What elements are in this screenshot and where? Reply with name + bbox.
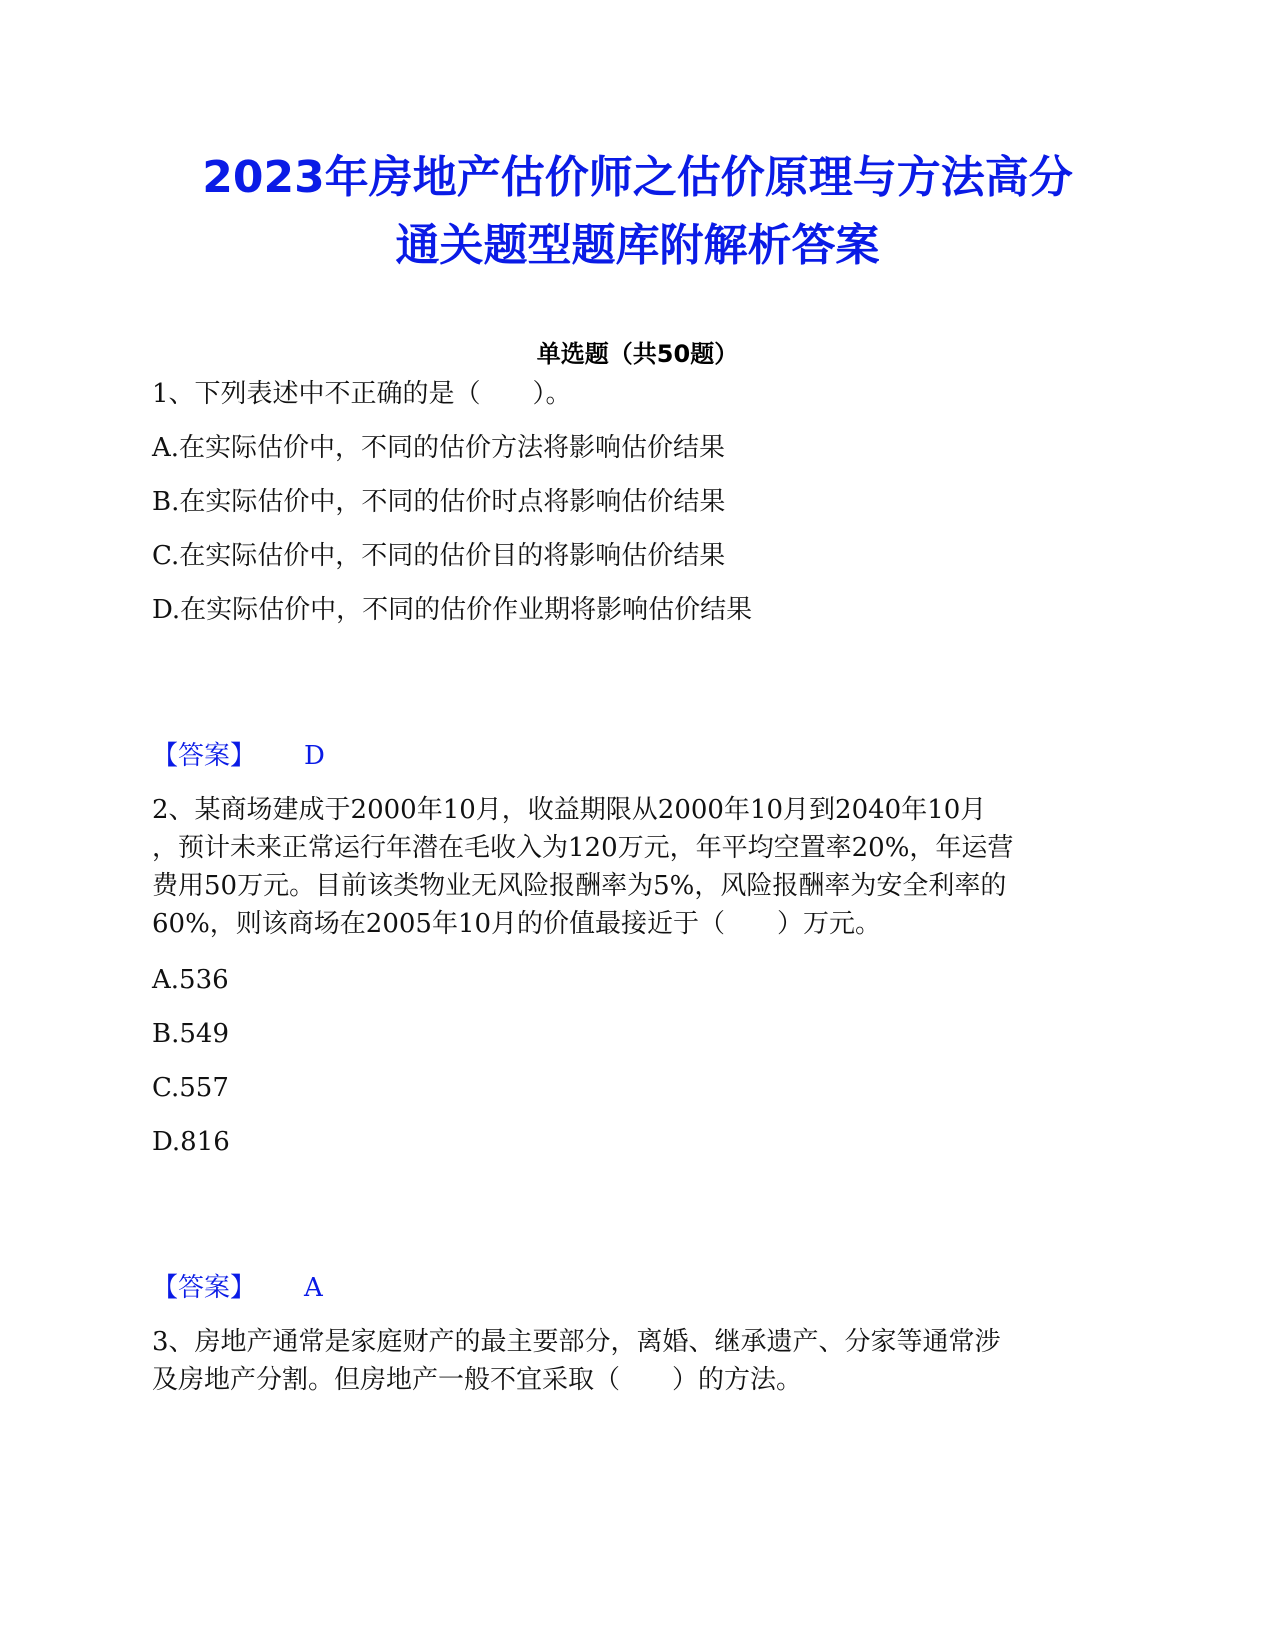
answer-value: A: [304, 1273, 323, 1303]
question-1-answer: [152, 736, 325, 776]
question-stem-line: 3、房地产通常是家庭财产的最主要部分，离婚、继承遗产、分家等通常涉: [152, 1327, 1001, 1357]
question-1-option-b: B.在实际估价中，不同的估价时点将影响估价结果: [152, 487, 726, 517]
question-stem-line: ，预计未来正常运行年潜在毛收入为120万元，年平均空置率20%，年运营: [152, 833, 1014, 863]
answer-label: 【答案】: [152, 1273, 257, 1303]
question-2-answer: [152, 1268, 323, 1308]
title-line-2: 通关题型题库附解析答案: [395, 220, 880, 271]
section-header: 单选题（共50题）: [536, 340, 739, 368]
question-1-option-a: A.在实际估价中，不同的估价方法将影响估价结果: [152, 433, 726, 463]
answer-label: 【答案】: [152, 741, 257, 771]
title-line-1: 2023年房地产估价师之估价原理与方法高分: [202, 152, 1073, 203]
question-2-option-b: B.549: [152, 1019, 229, 1049]
question-stem-line: 60%，则该商场在2005年10月的价值最接近于（ ）万元。: [152, 909, 882, 939]
question-stem-line: 1、下列表述中不正确的是（ ）。: [152, 379, 572, 409]
question-stem-line: 及房地产分割。但房地产一般不宜采取（ ）的方法。: [152, 1365, 803, 1395]
question-stem-line: 费用50万元。目前该类物业无风险报酬率为5%，风险报酬率为安全利率的: [152, 871, 1007, 901]
answer-value: D: [304, 741, 325, 771]
question-2-option-c: C.557: [152, 1073, 229, 1103]
question-stem-line: 2、某商场建成于2000年10月，收益期限从2000年10月到2040年10月: [152, 795, 987, 825]
question-1-option-d: D.在实际估价中，不同的估价作业期将影响估价结果: [152, 595, 753, 625]
question-2-option-a: A.536: [152, 965, 229, 995]
question-1-option-c: C.在实际估价中，不同的估价目的将影响估价结果: [152, 541, 726, 571]
question-2-option-d: D.816: [152, 1127, 230, 1157]
